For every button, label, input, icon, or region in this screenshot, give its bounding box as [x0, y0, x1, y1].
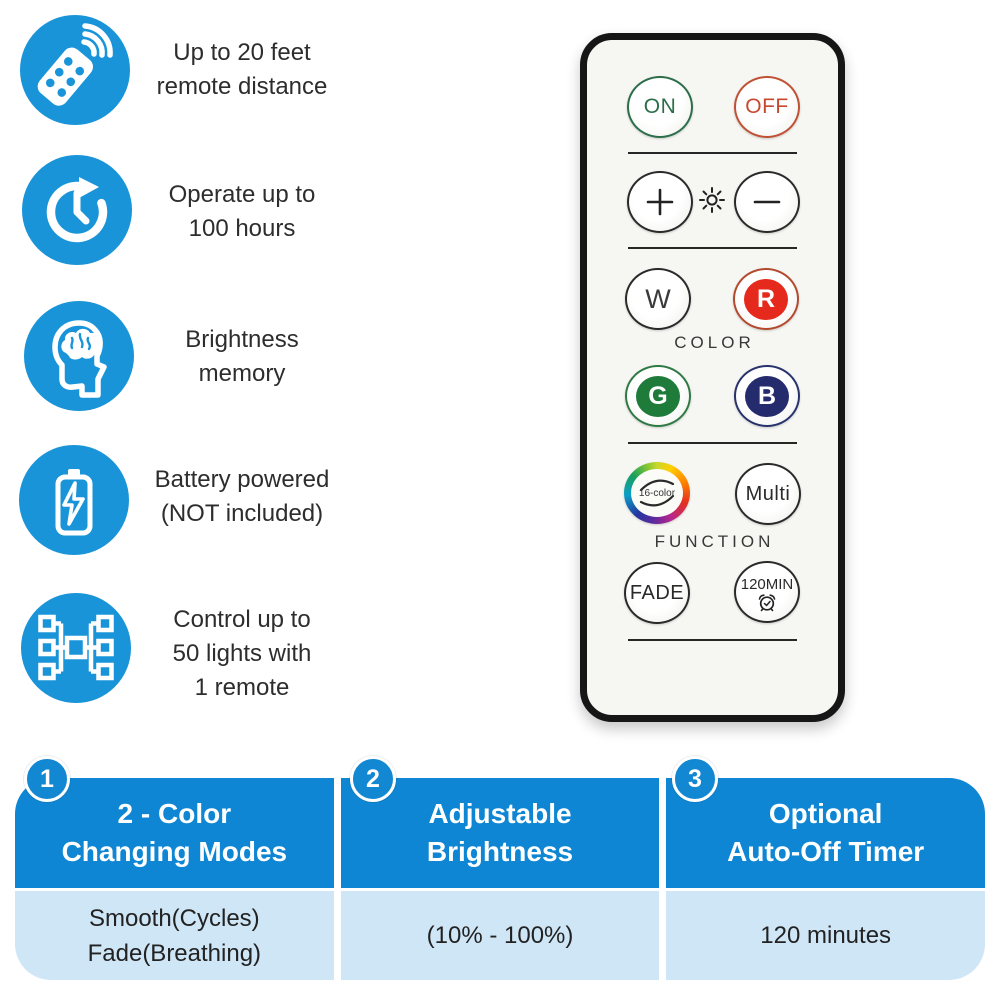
step-badge-3: 3 — [672, 756, 718, 802]
feature-circle-memory — [24, 301, 134, 411]
remote-icon — [20, 15, 130, 125]
feature-line: Operate up to — [168, 181, 316, 208]
column-body — [341, 891, 660, 980]
brightness-minus-button — [734, 171, 800, 233]
header-line: Optional — [768, 798, 883, 829]
table-column-modes — [15, 778, 334, 980]
white-color-button — [625, 268, 691, 330]
multi-button — [735, 463, 801, 525]
feature-line: (NOT included) — [160, 500, 324, 527]
feature-table — [15, 778, 985, 980]
divider — [628, 152, 797, 154]
body-line: 120 minutes — [760, 922, 892, 949]
feature-text-network — [127, 603, 357, 705]
off-button-label: OFF — [745, 95, 789, 118]
feature-line: 1 remote — [194, 674, 290, 701]
plus-icon — [643, 185, 677, 219]
feature-text-memory — [127, 323, 357, 391]
feature-line: Battery powered — [154, 466, 330, 493]
table-column-brightness — [341, 778, 660, 980]
feature-line: remote distance — [156, 73, 328, 100]
feature-text-remote-distance — [127, 36, 357, 104]
header-line: Adjustable — [428, 798, 572, 829]
function-section-label: FUNCTION — [654, 532, 775, 551]
step-badge-2: 2 — [350, 756, 396, 802]
feature-text-battery — [127, 463, 357, 531]
feature-circle-battery — [19, 445, 129, 555]
sixteen-color-label: 16-color — [638, 487, 676, 499]
color-section-label: COLOR — [674, 333, 755, 352]
white-color-label: W — [645, 283, 671, 314]
feature-line: 100 hours — [188, 215, 296, 242]
feature-line: 50 lights with — [172, 640, 312, 667]
timer-button — [734, 561, 800, 623]
green-color-label: G — [636, 376, 680, 417]
header-line: 2 - Color — [117, 798, 232, 829]
feature-line: Control up to — [173, 606, 311, 633]
feature-text-runtime — [127, 178, 357, 246]
body-line: (10% - 100%) — [426, 922, 574, 949]
header-line: Auto-Off Timer — [727, 836, 925, 867]
sixteen-color-face — [631, 469, 683, 517]
column-header — [666, 778, 985, 888]
table-column-timer — [666, 778, 985, 980]
step-badge-1: 1 — [24, 756, 70, 802]
header-line: Changing Modes — [61, 836, 288, 867]
body-line: Smooth(Cycles) — [88, 904, 260, 932]
green-color-button — [625, 365, 691, 427]
brightness-plus-button — [627, 171, 693, 233]
divider — [628, 247, 797, 249]
alarm-clock-icon — [756, 593, 778, 612]
fade-button-label: FADE — [629, 581, 685, 604]
red-color-label: R — [744, 279, 788, 320]
network-icon — [21, 593, 131, 703]
timer-button-label: 120MIN — [740, 576, 794, 593]
column-body — [666, 891, 985, 980]
feature-line: Brightness — [185, 326, 299, 353]
blue-color-label: B — [745, 376, 789, 417]
battery-icon — [19, 445, 129, 555]
on-button-label: ON — [643, 95, 677, 118]
header-line: Brightness — [426, 836, 574, 867]
column-body — [15, 891, 334, 980]
off-button — [734, 76, 800, 138]
feature-circle-remote — [20, 15, 130, 125]
feature-line: Up to 20 feet — [173, 39, 311, 66]
runtime-clock-icon — [22, 155, 132, 265]
feature-circle-network — [21, 593, 131, 703]
red-color-button — [733, 268, 799, 330]
blue-color-button — [734, 365, 800, 427]
fade-button — [624, 562, 690, 624]
multi-button-label: Multi — [745, 482, 791, 505]
brightness-sun-icon — [699, 187, 725, 213]
feature-circle-runtime — [22, 155, 132, 265]
divider — [628, 639, 797, 641]
feature-line: memory — [198, 360, 286, 387]
divider — [628, 442, 797, 444]
remote-control — [580, 33, 845, 722]
minus-icon — [750, 185, 784, 219]
sixteen-color-button — [624, 462, 690, 524]
body-line: Fade(Breathing) — [87, 939, 262, 967]
on-button — [627, 76, 693, 138]
memory-brain-icon — [24, 301, 134, 411]
